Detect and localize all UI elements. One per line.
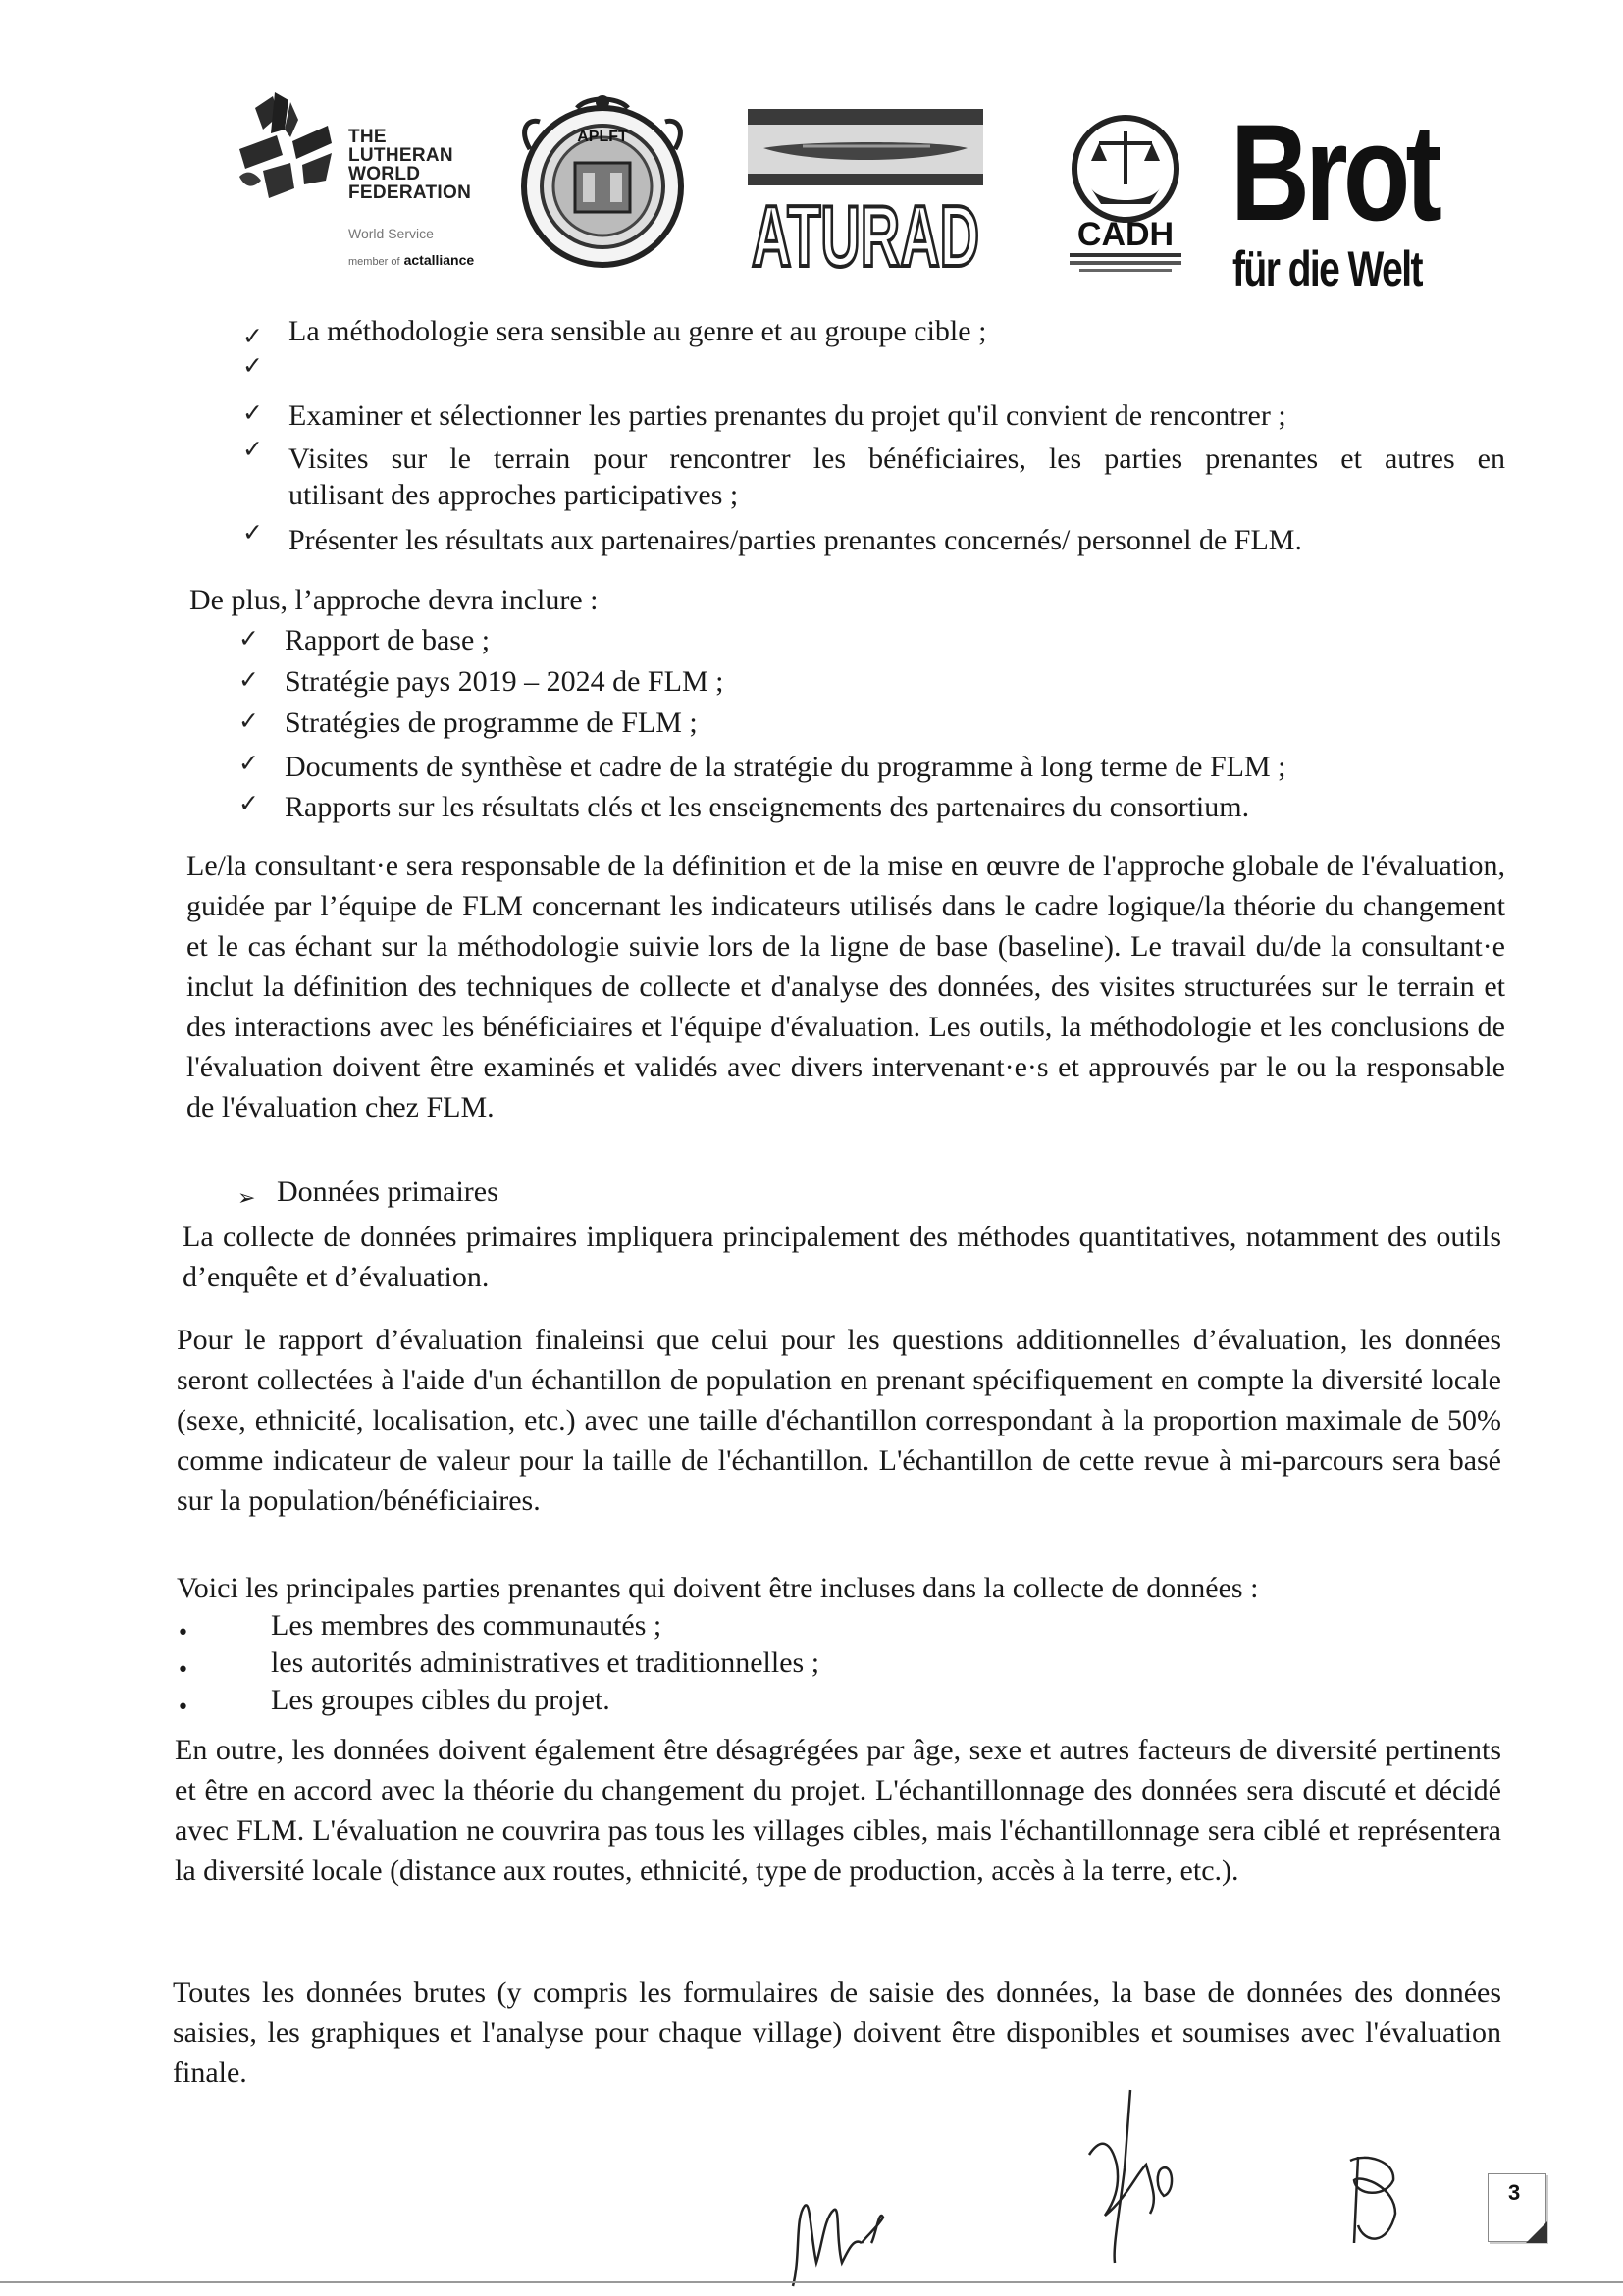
stakeholder-item: Les groupes cibles du projet. bbox=[271, 1684, 610, 1716]
lwf-emblem-icon bbox=[234, 90, 341, 208]
svg-text:ATURAD: ATURAD bbox=[752, 187, 979, 278]
check-icon: ✓ bbox=[238, 789, 259, 817]
lwf-logo bbox=[234, 90, 479, 277]
check-icon: ✓ bbox=[238, 665, 259, 694]
bottom-rule bbox=[0, 2281, 1623, 2283]
checklist-item-continuation: utilisant des approches participatives ; bbox=[288, 479, 739, 511]
handwritten-signatures bbox=[765, 2070, 1452, 2296]
stakeholder-item: les autorités administratives et traditionnelles ; bbox=[271, 1646, 820, 1679]
check-icon: ✓ bbox=[238, 749, 259, 777]
bullet-dot-icon: • bbox=[177, 1658, 189, 1683]
check-icon: ✓ bbox=[238, 706, 259, 735]
check-icon: ✓ bbox=[242, 435, 263, 463]
consultant-paragraph: Le/la consultant·e sera responsable de la définition et de la mise en œuvre de l'approche globale de l'évaluation, guidée par l’équipe de FLM concernant les indicateurs utilisés dans le cadre logique/la théorie du changement et le cas échant sur la méthodologie suivie lors de la ligne de base (baseline). Le travail du/de la consultant·e inclut la définition des techniques de collecte et d'analyse des données, des visites structurées sur le terrain et des interactions avec les bénéficiaires et l'équipe d'évaluation. Les outils, la méthodologie et les conclusions de l'évaluation doivent être examinés et validés avec divers intervenant·e·s et approuvés par le ou la responsable de l'évaluation chez FLM. bbox=[186, 850, 1505, 1123]
lwf-actalliance: member of actalliance bbox=[348, 252, 475, 268]
approach-intro: De plus, l’approche devra inclure : bbox=[189, 584, 599, 616]
checklist-item: Stratégies de programme de FLM ; bbox=[285, 706, 698, 739]
brot-fur-die-welt-logo: Brot für die Welt bbox=[1230, 95, 1438, 296]
aturad-logo bbox=[744, 101, 989, 278]
check-icon: ✓ bbox=[242, 351, 263, 380]
lwf-world-service: World Service bbox=[348, 226, 434, 241]
checklist-item: Stratégie pays 2019 – 2024 de FLM ; bbox=[285, 665, 724, 698]
stakeholder-item: Les membres des communautés ; bbox=[271, 1609, 662, 1642]
aplft-logo bbox=[518, 90, 687, 272]
checklist-item: Présenter les résultats aux partenaires/parties prenantes concernés/ personnel de FLM. bbox=[288, 524, 1302, 556]
aplft-seal-icon bbox=[518, 90, 687, 272]
check-icon: ✓ bbox=[238, 624, 259, 652]
primary-data-paragraph: La collecte de données primaires impliquera principalement des méthodes quantitatives, notamment des outils d’enquête et d’évaluation. bbox=[183, 1221, 1501, 1293]
stakeholders-intro: Voici les principales parties prenantes qui doivent être incluses dans la collecte de données : bbox=[177, 1572, 1259, 1604]
checklist-item: La méthodologie sera sensible au genre et au groupe cible ; bbox=[288, 315, 987, 347]
checklist-item: Rapports sur les résultats clés et les enseignements des partenaires du consortium. bbox=[285, 791, 1250, 823]
arrow-bullet-icon: ➢ bbox=[237, 1186, 256, 1211]
checklist-item: Examiner et sélectionner les parties prenantes du projet qu'il convient de rencontrer ; bbox=[288, 399, 1286, 432]
page-fold-icon bbox=[1526, 2221, 1547, 2243]
check-icon: ✓ bbox=[242, 518, 263, 547]
cadh-scales-icon bbox=[1042, 110, 1209, 277]
bullet-dot-icon: • bbox=[177, 1696, 189, 1720]
svg-text:APLFT: APLFT bbox=[577, 129, 628, 145]
aturad-canoe-icon bbox=[744, 101, 989, 278]
cadh-logo bbox=[1042, 110, 1209, 277]
raw-data-paragraph: Toutes les données brutes (y compris les formulaires de saisie des données, la base de données des données saisies, les graphiques et l'analyse pour chaque village) doivent être disponibles et soumises avec l'évaluation finale. bbox=[173, 1976, 1501, 2089]
checklist-item: Rapport de base ; bbox=[285, 624, 491, 656]
check-icon: ✓ bbox=[242, 398, 263, 427]
lwf-org-name: THE LUTHERAN WORLD FEDERATION bbox=[348, 127, 472, 203]
disaggregation-paragraph: En outre, les données doivent également être désagrégées par âge, sexe et autres facteurs de diversité pertinents et être en accord avec la théorie du changement du projet. L'échantillonnage des données sera discuté et décidé avec FLM. L'évaluation ne couvrira pas tous les villages cibles, mais l'échantillonnage sera ciblé et représentera la diversité locale (distance aux routes, ethnicité, type de production, accès à la terre, etc.). bbox=[175, 1734, 1501, 1887]
primary-data-heading: Données primaires bbox=[277, 1175, 498, 1208]
checklist-item: Documents de synthèse et cadre de la stratégie du programme à long terme de FLM ; bbox=[285, 751, 1286, 783]
svg-text:CADH: CADH bbox=[1076, 216, 1175, 253]
final-report-paragraph: Pour le rapport d’évaluation finaleinsi que celui pour les questions additionnelles d’évaluation, les données seront collectées à l'aide d'un échantillon de population en prenant spécifiquement en compte la diversité locale (sexe, ethnicité, localisation, etc.) avec une taille d'échantillon correspondant à la proportion maximale de 50% comme indicateur de valeur pour la taille de l'échantillon. L'échantillon de cette revue à mi-parcours sera basé sur la population/bénéficiaires. bbox=[177, 1324, 1501, 1517]
page-number-box bbox=[1488, 2173, 1546, 2242]
check-icon: ✓ bbox=[242, 322, 263, 350]
bullet-dot-icon: • bbox=[177, 1621, 189, 1645]
checklist-item: Visites sur le terrain pour rencontrer les bénéficiaires, les parties prenantes et autres en bbox=[288, 443, 1505, 475]
page-number: 3 bbox=[1508, 2180, 1521, 2205]
